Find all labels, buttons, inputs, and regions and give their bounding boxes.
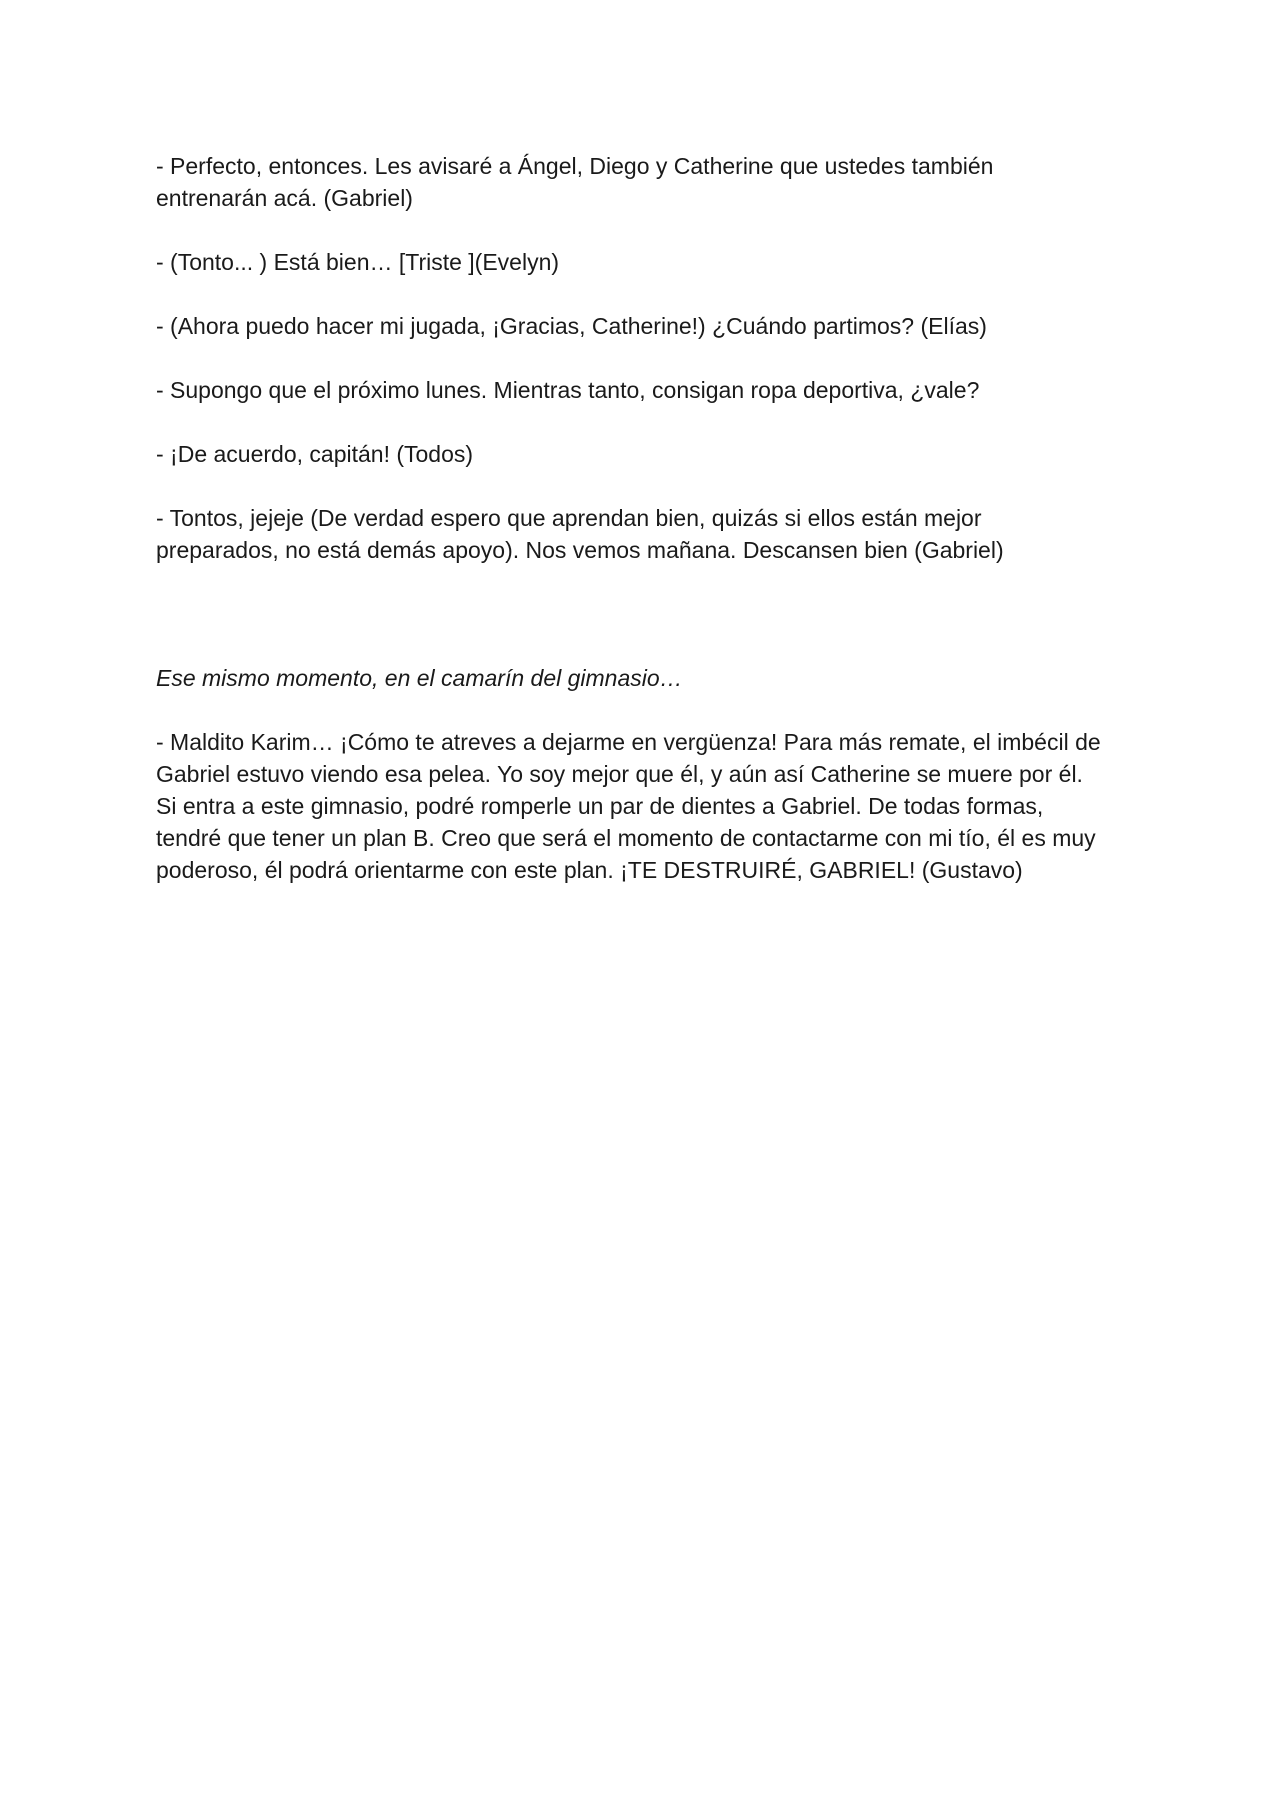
text-line: Ese mismo momento, en el camarín del gimnasio… <box>156 665 683 691</box>
text-line: - (Tonto... ) Está bien… [Triste ](Evelyn) <box>156 249 560 275</box>
document-body <box>156 150 1146 918</box>
dialogue-paragraph-todos <box>156 438 1146 470</box>
dialogue-paragraph-evelyn <box>156 246 1146 278</box>
text-line: - (Ahora puedo hacer mi jugada, ¡Gracias, Catherine!) ¿Cuándo partimos? (Elías) <box>156 313 987 339</box>
dialogue-paragraph-gabriel-2 <box>156 502 1146 566</box>
text-line: Gabriel estuvo viendo esa pelea. Yo soy mejor que él, y aún así Catherine se muere por él. <box>156 761 1083 787</box>
text-line: - Tontos, jejeje (De verdad espero que aprendan bien, quizás si ellos están mejor <box>156 505 982 531</box>
text-line: Si entra a este gimnasio, podré romperle un par de dientes a Gabriel. De todas formas, <box>156 793 1044 819</box>
dialogue-paragraph-gabriel-1 <box>156 150 1146 214</box>
text-line: - Maldito Karim… ¡Cómo te atreves a dejarme en vergüenza! Para más remate, el imbécil de <box>156 729 1101 755</box>
text-line: tendré que tener un plan B. Creo que será el momento de contactarme con mi tío, él es muy <box>156 825 1096 851</box>
text-line: - Supongo que el próximo lunes. Mientras tanto, consigan ropa deportiva, ¿vale? <box>156 377 980 403</box>
dialogue-paragraph-gustavo <box>156 726 1146 886</box>
text-line: preparados, no está demás apoyo). Nos vemos mañana. Descansen bien (Gabriel) <box>156 537 1004 563</box>
text-line: poderoso, él podrá orientarme con este plan. ¡TE DESTRUIRÉ, GABRIEL! (Gustavo) <box>156 857 1023 883</box>
text-line: - ¡De acuerdo, capitán! (Todos) <box>156 441 474 467</box>
text-line: - Perfecto, entonces. Les avisaré a Ángel, Diego y Catherine que ustedes también <box>156 153 994 179</box>
section-gap <box>156 598 1146 662</box>
scene-break-narration <box>156 662 1146 694</box>
dialogue-paragraph-elias <box>156 310 1146 342</box>
dialogue-paragraph-monday <box>156 374 1146 406</box>
text-line: entrenarán acá. (Gabriel) <box>156 185 413 211</box>
